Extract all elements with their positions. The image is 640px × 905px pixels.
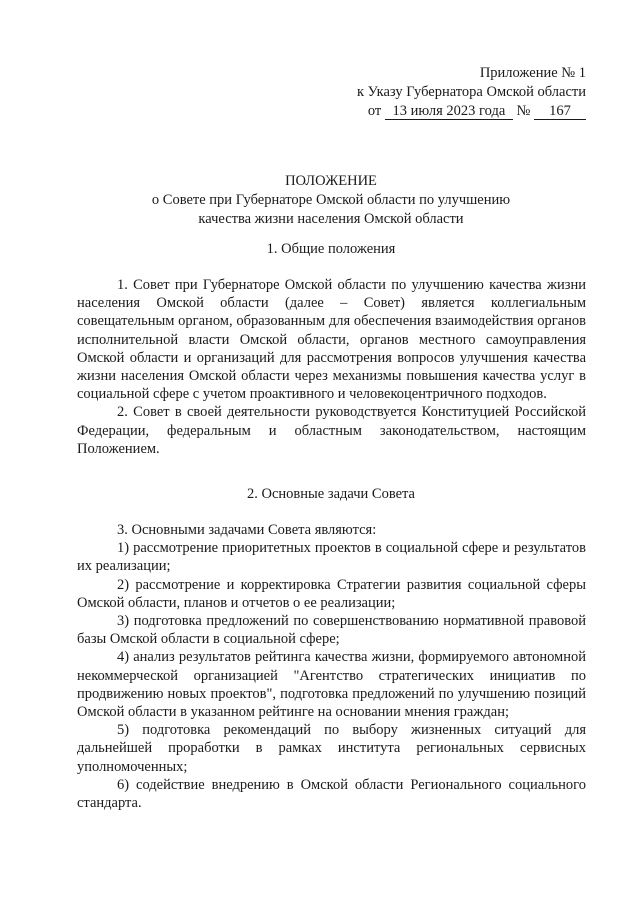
section-2-heading: 2. Основные задачи Совета	[247, 486, 415, 502]
title-line-2: качества жизни населения Омской области	[198, 211, 464, 227]
appendix-header	[336, 64, 586, 121]
list-item: 4) анализ результатов рейтинга качества жизни, формируемого автономной некоммерческой организацией "Агентство стратегических инициатив по продвижению новых проектов", подготовка предложений по улучшению позиций Омской области в указанном рейтинге на основании мнения граждан;	[77, 649, 586, 721]
section-1-heading: 1. Общие положения	[266, 241, 396, 257]
list-item: 2) рассмотрение и корректировка Стратегии развития социальной сферы Омской области, планов и отчетов о ее реализации;	[77, 576, 586, 611]
paragraph: 3. Основными задачами Совета являются:	[117, 522, 377, 538]
list-item: 6) содействие внедрению в Омской области Регионального социального стандарта.	[77, 776, 586, 812]
decree-number: 167	[534, 103, 586, 120]
list-item: 5) подготовка рекомендаций по выбору жизненных ситуаций для дальнейшей проработки в рамках института региональных сервисных уполномоченных;	[77, 722, 586, 775]
title-main: ПОЛОЖЕНИЕ	[285, 173, 377, 189]
decree-date: 13 июля 2023 года	[385, 103, 513, 120]
paragraph: 2. Совет в своей деятельности руководствуется Конституцией Российской Федерации, федеральным и областным законодательством, настоящим Положением.	[77, 404, 586, 457]
number-sign: №	[516, 103, 531, 119]
list-item: 3) подготовка предложений по совершенствованию нормативной правовой базы Омской области в социальной сфере;	[77, 613, 586, 648]
appendix-label: Приложение № 1	[479, 65, 586, 81]
document-title	[72, 172, 590, 229]
paragraph: 1. Совет при Губернаторе Омской области по улучшению качества жизни населения Омской области (далее – Совет) является коллегиальным совещательным органом, образованным для обеспечения взаимодействия органов исполнительной власти Омской области, органов местного самоуправления Омской области и организаций для рассмотрения вопросов улучшения качества жизни населения Омской области через механизмы повышения качества услуг в социальной сфере с учетом проактивного и человекоцентричного подходов.	[77, 277, 586, 403]
list-item: 1) рассмотрение приоритетных проектов в социальной сфере и результатов их реализации;	[77, 540, 586, 575]
date-prefix: от	[367, 103, 382, 119]
section-1-body	[77, 276, 586, 458]
decree-reference: к Указу Губернатора Омской области	[356, 84, 586, 100]
title-line-1: о Совете при Губернаторе Омской области по улучшению	[151, 192, 511, 208]
section-2-body	[77, 521, 586, 812]
decree-date-line	[336, 102, 586, 121]
